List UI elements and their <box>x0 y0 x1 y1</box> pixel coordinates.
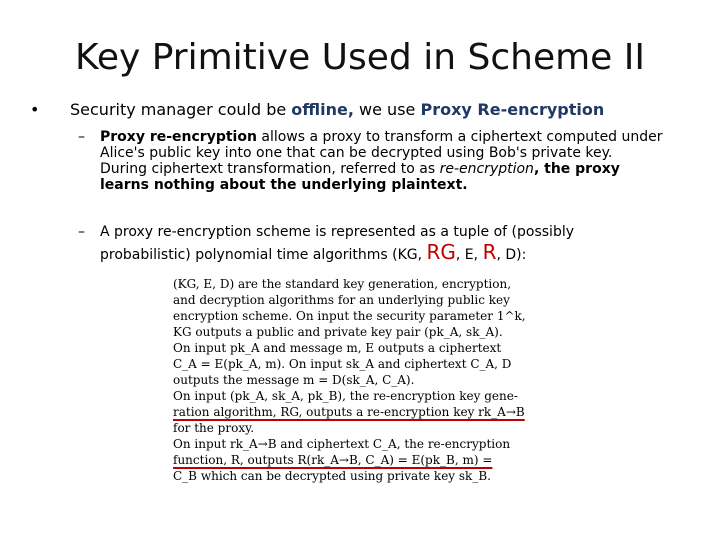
excerpt-line: KG outputs a public and private key pair (pk_A, sk_A). <box>173 325 503 339</box>
excerpt-line: encryption scheme. On input the security parameter 1^k, <box>173 309 526 323</box>
sub-bullet-dash: – <box>78 224 85 240</box>
definition-line-2: Alice's public key into one that can be decrypted using Bob's private key. <box>100 145 613 161</box>
tuple-line-1: A proxy re-encryption scheme is represented as a tuple of (possibly <box>100 224 575 240</box>
r-highlight: R <box>482 240 497 264</box>
excerpt-line: (KG, E, D) are the standard key generation, encryption, <box>173 277 512 291</box>
tuple-line-2: probabilistic) polynomial time algorithms (KG, RG, E, R, D): <box>100 240 527 264</box>
excerpt-line: On input (pk_A, sk_A, pk_B), the re-encryption key gene- <box>173 389 518 403</box>
excerpt-line-rg-underlined: ration algorithm, RG, outputs a re-encryption key rk_A→B <box>173 405 525 419</box>
definition-line-3: During ciphertext transformation, referred to as re-encryption, the proxy <box>100 161 620 177</box>
paper-excerpt-image <box>173 276 525 508</box>
rg-highlight: RG <box>426 240 456 264</box>
excerpt-line: C_A = E(pk_A, m). On input sk_A and ciphertext C_A, D <box>173 357 512 371</box>
excerpt-line-r-underlined: function, R, outputs R(rk_A→B, C_A) = E(pk_B, m) = <box>173 453 493 467</box>
bullet-dot: • <box>30 100 40 119</box>
slide-title: Key Primitive Used in Scheme II <box>75 37 645 78</box>
excerpt-line: outputs the message m = D(sk_A, C_A). <box>173 373 415 387</box>
definition-line-4: learns nothing about the underlying plaintext. <box>100 177 468 193</box>
excerpt-line: On input pk_A and message m, E outputs a ciphertext <box>173 341 502 355</box>
sub-bullet-dash: – <box>78 129 85 145</box>
excerpt-line: and decryption algorithms for an underlying public key <box>173 293 510 307</box>
bullet-text: Security manager could be offline, we use Proxy Re-encryption <box>70 100 605 119</box>
offline-highlight: offline, <box>291 100 354 119</box>
excerpt-line: for the proxy. <box>173 421 255 435</box>
excerpt-line: C_B which can be decrypted using private key sk_B. <box>173 469 491 483</box>
proxy-reencryption-highlight: Proxy Re-encryption <box>420 100 605 119</box>
excerpt-line: On input rk_A→B and ciphertext C_A, the re-encryption <box>173 437 511 451</box>
definition-line-1: Proxy re-encryption allows a proxy to transform a ciphertext computed under <box>100 129 663 145</box>
